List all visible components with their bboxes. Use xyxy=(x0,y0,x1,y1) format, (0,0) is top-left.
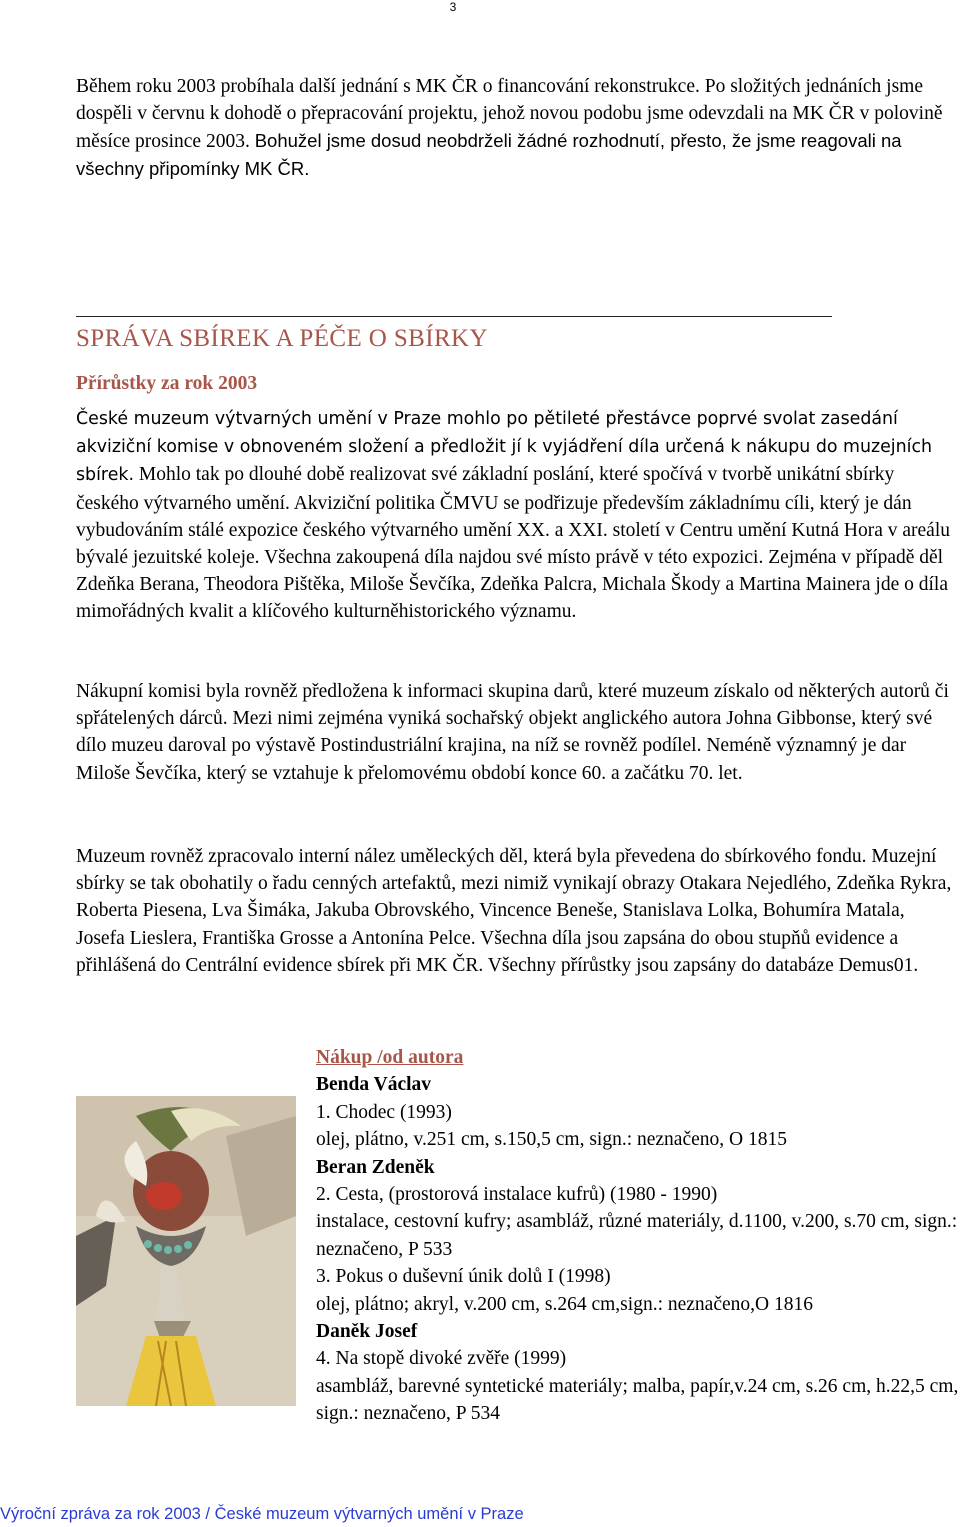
catalog-author: Daněk Josef xyxy=(316,1321,418,1343)
catalog-work-title: 4. Na stopě divoké zvěře (1999) xyxy=(316,1348,567,1370)
artwork-image xyxy=(76,1096,296,1406)
intro-text-serif: Během roku 2003 probíhala další jednání s MK ČR o financování rekonstrukce. Po složitých jednáních jsme dospěli v červnu k dohodě o přepracování projektu, jehož novou podobu jsme odevzdali na MK ČR v polovině měsíce prosince 2003. xyxy=(76,76,943,152)
acquisitions-text-serif: Mohlo tak po dlouhé době realizovat své základní poslání, které spočívá v tvorbě unikátní sbírky českého výtvarného umění. Akviziční politika ČMVU se podřizuje především základnímu cíli, který je dán vybudováním stálé expozice českého výtvarného umění XX. a XXI. století v Centru umění Kutná Hora v areálu bývalé jezuitské koleje. Všechna zakoupená díla najdou své místo právě v této expozici. Zejména v případě děl Zdeňka Berana, Theodora Pištěka, Miloše Ševčíka, Zdeňka Palcra, Michala Škody a Martina Mainera jde o díla mimořádných kvalit a klíčového kulturněhistorického významu. xyxy=(76,464,950,623)
catalog-work-title: 2. Cesta, (prostorová instalace kufrů) (1980 - 1990) xyxy=(316,1184,718,1206)
intro-text-sans: Bohužel jsme dosud neobdrželi žádné rozhodnutí, přesto, že jsme reagovali na všechny připomínky MK ČR. xyxy=(76,130,902,179)
catalog-work-details: asambláž, barevné syntetické materiály; malba, papír,v.24 cm, s.26 cm, h.22,5 cm, sign.: neznačeno, P 534 xyxy=(316,1375,959,1425)
page-footer: Výroční zpráva za rok 2003 / České muzeum výtvarných umění v Praze xyxy=(0,1505,524,1523)
catalog-work-details: instalace, cestovní kufry; asambláž, různé materiály, d.1100, v.200, s.70 cm, sign.: neznačeno, P 533 xyxy=(316,1211,958,1260)
section-divider xyxy=(76,316,832,317)
donations-paragraph: Nákupní komisi byla rovněž předložena k informaci skupina darů, které muzeum získalo od některých autorů či spřátelených dárců. Mezi nimi zejména vyniká sochařský objekt anglického autora Johna Gibbonse, který své dílo muzeu daroval po výstavě Postindustriální krajina, na níž se rovněž podílel. Neméně významný je dar Miloše Ševčíka, který se vztahuje k přelomovému období konce 60. a začátku 70. let. xyxy=(76,681,949,784)
catalog-work-details: olej, plátno; akryl, v.200 cm, s.264 cm,sign.: neznačeno,O 1816 xyxy=(316,1293,813,1315)
acquisitions-paragraph xyxy=(76,405,956,626)
acquisition-catalog xyxy=(316,1044,960,1428)
intro-paragraph xyxy=(76,73,956,183)
section-subtitle: Přírůstky za rok 2003 xyxy=(76,373,258,394)
catalog-author: Benda Václav xyxy=(316,1074,432,1096)
catalog-author: Beran Zdeněk xyxy=(316,1156,435,1178)
page-number: 3 xyxy=(449,0,457,14)
catalog-work-details: olej, plátno, v.251 cm, s.150,5 cm, sign.: neznačeno, O 1815 xyxy=(316,1129,787,1151)
catalog-work-title: 1. Chodec (1993) xyxy=(316,1101,452,1123)
catalog-work-title: 3. Pokus o duševní únik dolů I (1998) xyxy=(316,1266,611,1288)
catalog-heading: Nákup /od autora xyxy=(316,1047,464,1068)
acquisitions-text-sans: České muzeum výtvarných umění v Praze mohlo po pětileté přestávce poprvé svolat zasedání akviziční komise v obnoveném složení a předložit jí k vyjádření díla určená k nákupu do muzejních sbírek. xyxy=(76,409,933,486)
internal-findings-paragraph: Muzeum rovněž zpracovalo interní nález uměleckých děl, která byla převedena do sbírkového fondu. Muzejní sbírky se tak obohatily o řadu cenných artefaktů, mezi nimiž vynikají obrazy Otakara Nejedlého, Zdeňka Rykra, Roberta Piesena, Lva Šimáka, Jakuba Obrovského, Vincence Beneše, Stanislava Lolka, Bohumíra Matala, Josefa Lieslera, Františka Grosse a Antonína Pelce. Všechna díla jsou zapsána do obou stupňů evidence a přihlášená do Centrální evidence sbírek při MK ČR. Všechny přírůstky jsou zapsány do databáze Demus01. xyxy=(76,846,952,976)
section-title: SPRÁVA SBÍREK A PÉČE O SBÍRKY xyxy=(76,325,488,352)
